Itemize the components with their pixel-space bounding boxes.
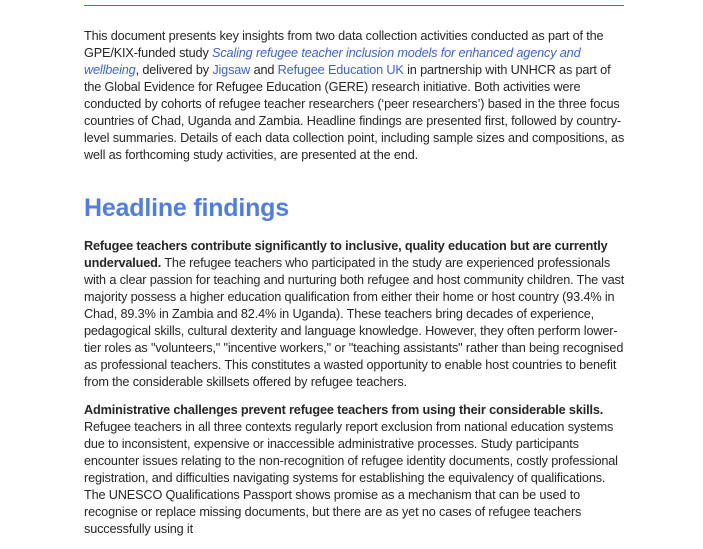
study-title-link[interactable]: Scaling refugee teacher inclusion models for enhanced agency and wellbeing [84, 46, 581, 77]
finding-paragraph-1 [84, 238, 625, 391]
intro-text-3: and [250, 63, 278, 77]
section-heading: Headline findings [84, 194, 289, 222]
intro-text-2: , delivered by [135, 63, 213, 77]
intro-text-4: in partnership with UNHCR as part of the Global Evidence for Refugee Education (GERE) research initiative. Both activities were conducted by cohorts of refugee teacher researchers (‘peer researchers’) based in the three focus countries of Chad, Uganda and Zambia. Headline findings are presented first, followed by country-level summaries. Details of each data collection point, including sample sizes and compositions, as well as forthcoming study activities, are presented at the end. [84, 63, 625, 162]
finding-paragraph-2 [84, 402, 625, 538]
jigsaw-link[interactable]: Jigsaw [212, 63, 251, 77]
finding-2-body: Refugee teachers in all three contexts regularly report exclusion from national education systems due to inconsistent, expensive or inaccessible administrative processes. Study participants encounter issues relating to the non-recognition of refugee identity documents, costly professional registration, and difficulties navigating systems for establishing the equivalency of qualifications. The UNESCO Qualifications Passport shows promise as a mechanism that can be used to recognise or replace missing documents, but there are as yet no cases of refugee teachers successfully using it [84, 420, 618, 536]
document-body [84, 28, 625, 549]
refugee-education-uk-link[interactable]: Refugee Education UK [277, 63, 404, 77]
finding-2-lead: Administrative challenges prevent refugee teachers from using their considerable skills. [84, 403, 604, 417]
intro-paragraph [84, 28, 625, 164]
finding-1-body: The refugee teachers who participated in the study are experienced professionals with a clear passion for teaching and nurturing both refugee and host community children. The vast majority possess a higher education qualification from either their home or host country (93.4% in Chad, 89.3% in Zambia and 82.4% in Uganda). These teachers bring decades of experience, pedagogical skills, cultural dexterity and language knowledge. However, they often perform lower-tier roles as "volunteers," "incentive workers," or "teaching assistants" rather than being recognised as professional teachers. This constitutes a wasted opportunity to enable host countries to benefit from the considerable skillsets offered by refugee teachers. [84, 256, 625, 389]
finding-1-lead: Refugee teachers contribute significantly to inclusive, quality education but are currently undervalued. [84, 239, 608, 270]
intro-text-1: This document presents key insights from two data collection activities conducted as part of the GPE/KIX-funded study [84, 29, 604, 60]
top-divider [84, 5, 624, 6]
